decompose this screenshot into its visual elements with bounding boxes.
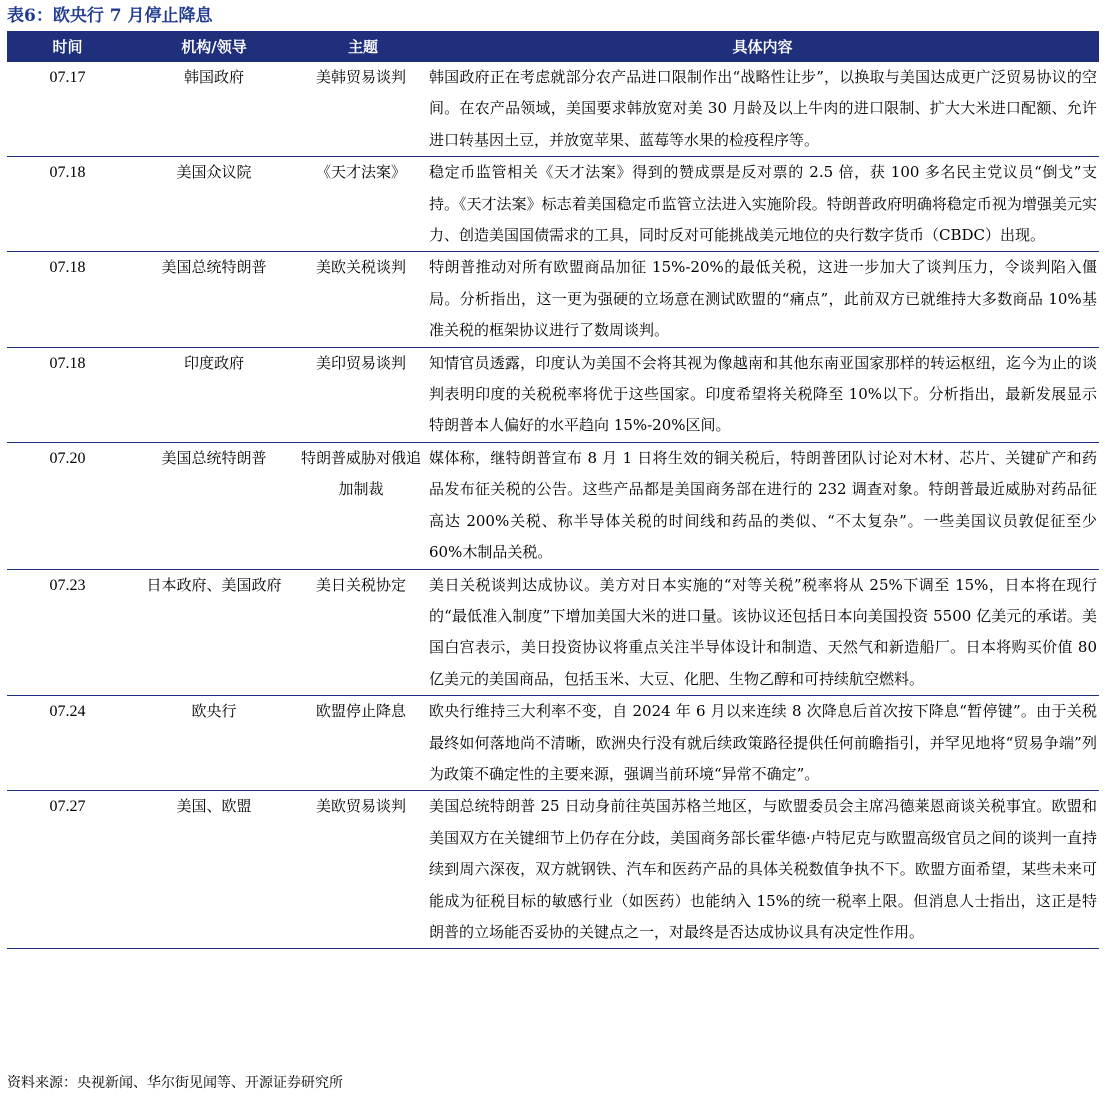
row-detail: 稳定币监管相关《天才法案》得到的赞成票是反对票的 2.5 倍，获 100 多名民主党议员“倒戈”支持。《天才法案》标志着美国稳定币监管立法进入实施阶段。特朗普政府明确将稳定币视为增强美元实力、创造美国国债需求的工具，同时反对可能挑战美元地位的央行数字货币（CBDC）出现。 (426, 157, 1099, 252)
row-org: 欧央行 (128, 696, 300, 791)
row-detail: 特朗普推动对所有欧盟商品加征 15%-20%的最低关税，这进一步加大了谈判压力，令谈判陷入僵局。分析指出，这一更为强硬的立场意在测试欧盟的“痛点”，此前双方已就维持大多数商品 10%基准关税的框架协议进行了数周谈判。 (426, 252, 1099, 347)
header-time: 时间 (7, 31, 128, 62)
row-topic: 美韩贸易谈判 (300, 62, 426, 157)
source-note: 资料来源：央视新闻、华尔街见闻等、开源证券研究所 (7, 1075, 343, 1091)
table-row (7, 62, 1099, 157)
row-topic: 美日关税协定 (300, 569, 426, 696)
row-date: 07.23 (7, 569, 128, 696)
table-row (7, 569, 1099, 696)
header-topic: 主题 (300, 31, 426, 62)
row-detail: 知情官员透露，印度认为美国不会将其视为像越南和其他东南亚国家那样的转运枢纽，迄今为止的谈判表明印度的关税税率将优于这些国家。印度希望将关税降至 10%以下。分析指出，最新发展显示特朗普本人偏好的水平趋向 15%-20%区间。 (426, 347, 1099, 442)
table-row (7, 442, 1099, 569)
table-row (7, 347, 1099, 442)
table-row (7, 157, 1099, 252)
row-topic: 美欧贸易谈判 (300, 791, 426, 949)
table-row (7, 252, 1099, 347)
data-table (7, 31, 1099, 949)
row-org: 美国总统特朗普 (128, 252, 300, 347)
row-org: 印度政府 (128, 347, 300, 442)
row-date: 07.24 (7, 696, 128, 791)
row-org: 美国总统特朗普 (128, 442, 300, 569)
row-topic: 欧盟停止降息 (300, 696, 426, 791)
header-org: 机构/领导 (128, 31, 300, 62)
row-date: 07.18 (7, 347, 128, 442)
table-row (7, 696, 1099, 791)
row-detail: 韩国政府正在考虑就部分农产品进口限制作出“战略性让步”，以换取与美国达成更广泛贸易协议的空间。在农产品领域，美国要求韩放宽对美 30 月龄及以上牛肉的进口限制、扩大大米进口配额、允许进口转基因土豆，并放宽苹果、蓝莓等水果的检疫程序等。 (426, 62, 1099, 157)
row-date: 07.20 (7, 442, 128, 569)
row-date: 07.17 (7, 62, 128, 157)
row-org: 美国众议院 (128, 157, 300, 252)
row-org: 美国、欧盟 (128, 791, 300, 949)
row-org: 韩国政府 (128, 62, 300, 157)
table-header-row (7, 31, 1099, 62)
row-topic: 《天才法案》 (300, 157, 426, 252)
row-date: 07.18 (7, 252, 128, 347)
row-topic: 特朗普威胁对俄追加制裁 (300, 442, 426, 569)
row-date: 07.18 (7, 157, 128, 252)
row-org: 日本政府、美国政府 (128, 569, 300, 696)
row-detail: 美日关税谈判达成协议。美方对日本实施的“对等关税”税率将从 25%下调至 15%，日本将在现行的“最低准入制度”下增加美国大米的进口量。该协议还包括日本向美国投资 5500 亿美元的承诺。美国白宫表示，美日投资协议将重点关注半导体设计和制造、天然气和新造船厂。日本将购买价值 80 亿美元的美国商品，包括玉米、大豆、化肥、生物乙醇和可持续航空燃料。 (426, 569, 1099, 696)
header-detail: 具体内容 (426, 31, 1099, 62)
row-topic: 美欧关税谈判 (300, 252, 426, 347)
row-topic: 美印贸易谈判 (300, 347, 426, 442)
row-date: 07.27 (7, 791, 128, 949)
row-detail: 欧央行维持三大利率不变，自 2024 年 6 月以来连续 8 次降息后首次按下降息“暂停键”。由于关税最终如何落地尚不清晰，欧洲央行没有就后续政策路径提供任何前瞻指引，并罕见地将“贸易争端”列为政策不确定性的主要来源，强调当前环境“异常不确定”。 (426, 696, 1099, 791)
table-title: 表6：欧央行 7 月停止降息 (7, 6, 213, 26)
row-detail: 美国总统特朗普 25 日动身前往英国苏格兰地区，与欧盟委员会主席冯德莱恩商谈关税事宜。欧盟和美国双方在关键细节上仍存在分歧，美国商务部长霍华德·卢特尼克与欧盟高级官员之间的谈判一直持续到周六深夜，双方就钢铁、汽车和医药产品的具体关税数值争执不下。欧盟方面希望，某些未来可能成为征税目标的敏感行业（如医药）也能纳入 15%的统一税率上限。但消息人士指出，这正是特朗普的立场能否妥协的关键点之一，对最终是否达成协议具有决定性作用。 (426, 791, 1099, 949)
table-row (7, 791, 1099, 949)
row-detail: 媒体称，继特朗普宣布 8 月 1 日将生效的铜关税后，特朗普团队讨论对木材、芯片、关键矿产和药品发布征关税的公告。这些产品都是美国商务部在进行的 232 调查对象。特朗普最近威胁对药品征高达 200%关税、称半导体关税的时间线和药品的类似、“不太复杂”。一些美国议员敦促征至少 60%木制品关税。 (426, 442, 1099, 569)
